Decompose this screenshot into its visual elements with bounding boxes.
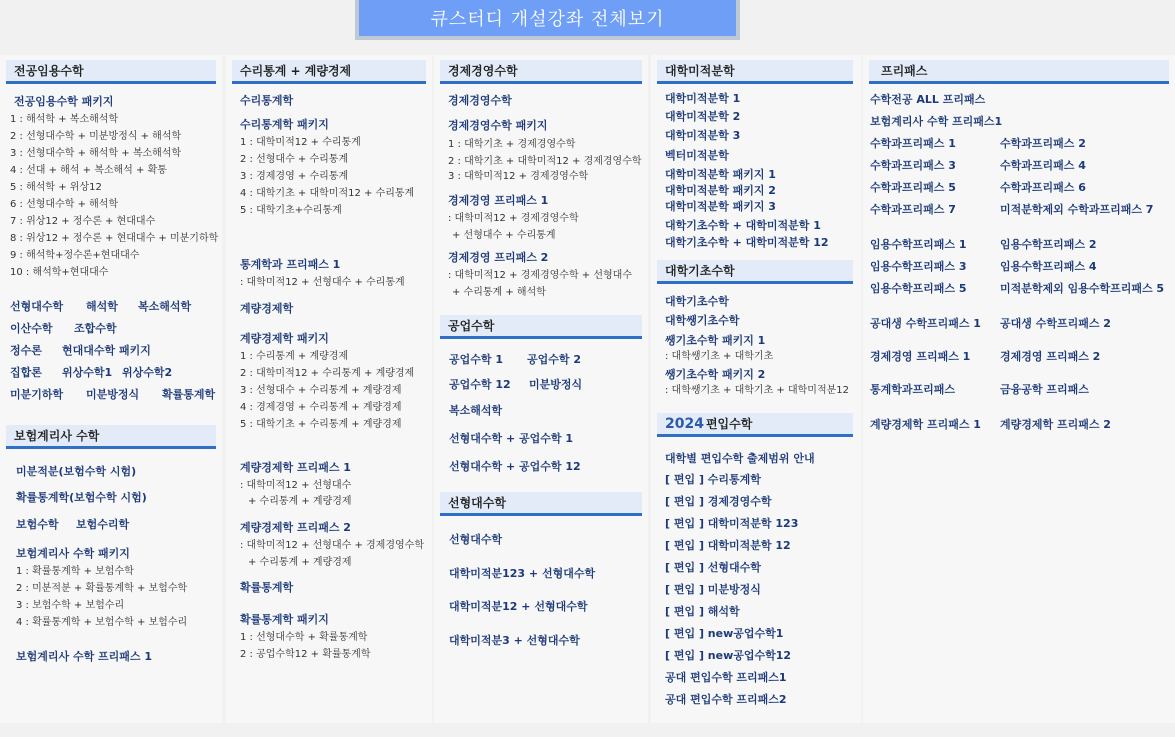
course-link[interactable]: 대학미적분학 패키지 2 xyxy=(665,184,776,197)
course-link[interactable]: 대학미적분3 + 선형대수학 xyxy=(449,634,580,647)
freepass-link[interactable]: 미적분학제외 수학과프리패스 7 xyxy=(1000,203,1154,216)
course-link[interactable]: 이산수학 xyxy=(10,322,53,335)
freepass-link[interactable]: 수학과프리패스 3 xyxy=(870,159,956,172)
freepass-link[interactable]: 계량경제학 프리패스 1 xyxy=(870,418,981,431)
freepass-link[interactable]: 경제경영 프리패스 2 xyxy=(1000,350,1101,363)
package-item[interactable]: 7 : 위상12 + 정수론 + 현대대수 xyxy=(10,216,156,227)
course-link[interactable]: 대학기초수학 xyxy=(665,295,729,308)
course-link[interactable]: 확률통계학 xyxy=(240,581,294,594)
package-item[interactable]: 1 : 수리통계 + 계량경제 xyxy=(240,351,349,362)
course-link[interactable]: 공업수학 1 xyxy=(449,353,503,366)
package-item[interactable]: 9 : 해석학+정수론+현대대수 xyxy=(10,250,140,261)
course-link[interactable]: [ 편입 ] new공업수학12 xyxy=(665,649,792,662)
course-link[interactable]: 위상수학1 xyxy=(62,366,113,379)
freepass-link[interactable]: 임용수학프리패스 1 xyxy=(870,238,967,251)
course-link[interactable]: 대학미적분학 패키지 3 xyxy=(665,200,776,213)
package-item[interactable]: 5 : 대학기초 + 수리통계 + 계량경제 xyxy=(240,419,402,430)
course-link[interactable]: 공대 편입수학 프리패스1 xyxy=(665,671,787,684)
course-link[interactable]: 대학미적분12 + 선형대수학 xyxy=(449,600,588,613)
course-link[interactable]: 선형대수학 + 공업수학 12 xyxy=(449,460,581,473)
package-item[interactable]: 5 : 대학기초+수리통계 xyxy=(240,205,342,216)
course-link[interactable]: 복소해석학 xyxy=(449,404,503,417)
package-item[interactable]: + 수리통계 + 계량경제 xyxy=(248,496,352,507)
package-item[interactable]: 4 : 확률통계학 + 보험수학 + 보험수리 xyxy=(16,617,188,628)
course-link[interactable]: 대학미적분학 2 xyxy=(665,110,741,123)
package-item[interactable]: : 대학미적12 + 선형대수 + 경제경영수학 xyxy=(240,540,424,551)
section-header-stats-econ: 수리통계 + 계량경제 xyxy=(232,60,426,84)
freepass-link[interactable]: 임용수학프리패스 3 xyxy=(870,260,967,273)
course-link[interactable]: 보험수학 xyxy=(16,518,59,531)
freepass-link[interactable]: 통계학과프리패스 xyxy=(870,383,956,396)
course-link[interactable]: 쌩기초수학 패키지 1 xyxy=(665,334,766,347)
course-link[interactable]: 복소해석학 xyxy=(138,300,192,313)
section-header-actuary: 보험계리사 수학 xyxy=(6,425,216,449)
course-link[interactable]: 선형대수학 xyxy=(449,533,503,546)
freepass-link[interactable]: 임용수학프리패스 4 xyxy=(1000,260,1097,273)
course-link[interactable]: 정수론 xyxy=(10,344,42,357)
course-link[interactable]: 확률통계학 xyxy=(162,388,216,401)
freepass-link[interactable]: 경제경영 프리패스 1 xyxy=(870,350,971,363)
course-link[interactable]: 미분적분(보험수학 시험) xyxy=(16,465,137,478)
course-link[interactable]: [ 편입 ] 대학미적분학 12 xyxy=(665,539,791,552)
package-item[interactable]: 2 : 대학미적12 + 수리통계 + 계량경제 xyxy=(240,368,415,379)
course-link[interactable]: 공업수학 2 xyxy=(527,353,581,366)
course-link[interactable]: 수리통계학 xyxy=(240,94,294,107)
freepass-link[interactable]: 수학과프리패스 5 xyxy=(870,181,956,194)
package-item[interactable]: 4 : 대학기초 + 대학미적12 + 수리통계 xyxy=(240,188,415,199)
course-link[interactable]: 확률통계학(보험수학 시험) xyxy=(16,491,147,504)
freepass-link[interactable]: 보험계리사 수학 프리패스1 xyxy=(870,115,1003,128)
package-item[interactable]: : 대학미적12 + 선형대수 xyxy=(240,480,352,491)
course-link[interactable]: 대학미적분123 + 선형대수학 xyxy=(449,567,596,580)
course-link[interactable]: [ 편입 ] 선형대수학 xyxy=(665,561,761,574)
freepass-link[interactable]: 임용수학프리패스 5 xyxy=(870,282,967,295)
course-link[interactable]: 수리통계학 패키지 xyxy=(240,118,329,131)
course-link[interactable]: 공대 편입수학 프리패스2 xyxy=(665,693,787,706)
freepass-link[interactable]: 수학과프리패스 4 xyxy=(1000,159,1086,172)
course-link[interactable]: 확률통계학 패키지 xyxy=(240,613,329,626)
page-title: 큐스터디 개설강좌 전체보기 xyxy=(359,0,736,36)
course-link[interactable]: 경제경영 프리패스 1 xyxy=(448,194,549,207)
package-item[interactable]: 2 : 선형대수학 + 미분방정식 + 해석학 xyxy=(10,131,182,142)
package-item[interactable]: + 선형대수 + 수리통계 xyxy=(452,230,556,241)
course-link[interactable]: 미분방정식 xyxy=(529,378,583,391)
freepass-link[interactable]: 공대생 수학프리패스 1 xyxy=(870,317,981,330)
section-header-basic-math: 대학기초수학 xyxy=(657,260,853,284)
package-item[interactable]: 10 : 해석학+현대대수 xyxy=(10,267,109,278)
freepass-link[interactable]: 임용수학프리패스 2 xyxy=(1000,238,1097,251)
course-link[interactable]: 경제경영 프리패스 2 xyxy=(448,251,549,264)
course-link[interactable]: 벡터미적분학 xyxy=(665,149,729,162)
package-item[interactable]: 3 : 선형대수학 + 해석학 + 복소해석학 xyxy=(10,148,182,159)
freepass-link[interactable]: 금융공학 프리패스 xyxy=(1000,383,1089,396)
package-item[interactable]: 2 : 미분적분 + 확률통계학 + 보험수학 xyxy=(16,583,188,594)
package-item[interactable]: 1 : 선형대수학 + 확률통계학 xyxy=(240,632,368,643)
course-link[interactable]: 선형대수학 xyxy=(10,300,64,313)
freepass-link[interactable]: 계량경제학 프리패스 2 xyxy=(1000,418,1111,431)
course-link[interactable]: 쌩기초수학 패키지 2 xyxy=(665,368,766,381)
course-link[interactable]: 경제경영수학 xyxy=(448,94,512,107)
package-item[interactable]: 3 : 대학미적12 + 경제경영수학 xyxy=(448,171,589,182)
course-link[interactable]: 계량경제학 프리패스 2 xyxy=(240,521,351,534)
package-item[interactable]: : 대학미적12 + 경제경영수학 xyxy=(448,213,579,224)
package-item[interactable]: 3 : 선형대수 + 수리통계 + 계량경제 xyxy=(240,385,402,396)
package-link[interactable]: 전공임용수학 패키지 xyxy=(14,95,114,108)
section-header-linear-algebra: 선형대수학 xyxy=(440,492,642,516)
package-item[interactable]: : 대학미적12 + 경제경영수학 + 선형대수 xyxy=(448,270,632,281)
package-item[interactable]: 3 : 보험수학 + 보험수리 xyxy=(16,600,125,611)
course-link[interactable]: 위상수학2 xyxy=(122,366,173,379)
year-label: 2024 xyxy=(665,415,704,432)
freepass-link[interactable]: 수학과프리패스 7 xyxy=(870,203,956,216)
freepass-link[interactable]: 수학과프리패스 1 xyxy=(870,137,956,150)
package-item[interactable]: 4 : 선대 + 해석 + 복소해석 + 확통 xyxy=(10,165,167,176)
course-link[interactable]: [ 편입 ] 경제경영수학 xyxy=(665,495,772,508)
section-header-freepass: 프리패스 xyxy=(869,60,1169,84)
course-link[interactable]: 미분기하학 xyxy=(10,388,64,401)
package-item[interactable]: 1 : 대학기초 + 경제경영수학 xyxy=(448,139,576,150)
freepass-link[interactable]: 수학과프리패스 2 xyxy=(1000,137,1086,150)
course-link[interactable]: 현대대수학 패키지 xyxy=(62,344,151,357)
freepass-link[interactable]: 보험계리사 수학 프리패스 1 xyxy=(16,650,153,663)
package-item[interactable]: 8 : 위상12 + 정수론 + 현대대수 + 미분기하학 xyxy=(10,233,219,244)
package-item[interactable]: 2 : 공업수학12 + 확률통계학 xyxy=(240,649,371,660)
course-link[interactable]: 대학미적분학 패키지 1 xyxy=(665,168,776,181)
course-link[interactable]: 미분방정식 xyxy=(86,388,140,401)
section-header-transfer-math xyxy=(657,413,853,437)
course-link[interactable]: [ 편입 ] 대학미적분학 123 xyxy=(665,517,799,530)
course-link[interactable]: [ 편입 ] new공업수학1 xyxy=(665,627,784,640)
package-item[interactable]: 5 : 해석학 + 위상12 xyxy=(10,182,102,193)
course-link[interactable]: 경제경영수학 패키지 xyxy=(448,119,548,132)
course-link[interactable]: 계량경제학 프리패스 1 xyxy=(240,461,351,474)
section-header-major-math: 전공임용수학 xyxy=(6,60,216,84)
section-header-engineering-math: 공업수학 xyxy=(440,315,642,339)
package-item[interactable]: 2 : 선형대수 + 수리통계 xyxy=(240,154,349,165)
course-link[interactable]: 대학기초수학 + 대학미적분학 12 xyxy=(665,236,829,249)
course-link[interactable]: 조합수학 xyxy=(74,322,117,335)
package-item[interactable]: 1 : 해석학 + 복소해석학 xyxy=(10,114,119,125)
package-link[interactable]: 보험계리사 수학 패키지 xyxy=(16,547,130,560)
course-link[interactable]: 대학쌩기초수학 xyxy=(665,314,740,327)
package-item[interactable]: + 수리통계 + 해석학 xyxy=(452,287,546,298)
course-link[interactable]: 계량경제학 xyxy=(240,302,294,315)
freepass-link[interactable]: 수학과프리패스 6 xyxy=(1000,181,1086,194)
course-link[interactable]: 통계학과 프리패스 1 xyxy=(240,258,341,271)
freepass-link[interactable]: 수학전공 ALL 프리패스 xyxy=(870,93,986,106)
freepass-link[interactable]: 미적분학제외 임용수학프리패스 5 xyxy=(1000,282,1165,295)
page-banner xyxy=(355,0,740,40)
freepass-link[interactable]: 공대생 수학프리패스 2 xyxy=(1000,317,1111,330)
package-item[interactable]: : 대학쌩기초 + 대학기초 + 대학미적분12 xyxy=(665,385,849,396)
course-link[interactable]: 대학미적분학 3 xyxy=(665,129,741,142)
package-item[interactable]: 4 : 경제경영 + 수리통계 + 계량경제 xyxy=(240,402,402,413)
package-item[interactable]: 2 : 대학기초 + 대학미적12 + 경제경영수학 xyxy=(448,156,642,167)
package-item[interactable]: 6 : 선형대수학 + 해석학 xyxy=(10,199,119,210)
package-item[interactable]: 1 : 확률통계학 + 보험수학 xyxy=(16,566,134,577)
package-item[interactable]: + 수리통계 + 계량경제 xyxy=(248,557,352,568)
section-header-business-math: 경제경영수학 xyxy=(440,60,642,84)
course-link[interactable]: [ 편입 ] 수리통계학 xyxy=(665,473,761,486)
section-header-calculus: 대학미적분학 xyxy=(657,60,853,84)
course-link[interactable]: [ 편입 ] 미분방정식 xyxy=(665,583,761,596)
package-item[interactable]: 1 : 대학미적12 + 수리통계 xyxy=(240,137,361,148)
course-link[interactable]: [ 편입 ] 해석학 xyxy=(665,605,740,618)
transfer-label: 편입수학 xyxy=(705,417,753,431)
course-link[interactable]: 대학별 편입수학 출제범위 안내 xyxy=(665,452,815,465)
course-link[interactable]: 해석학 xyxy=(86,300,118,313)
course-link[interactable]: 계량경제학 패키지 xyxy=(240,332,329,345)
package-item[interactable]: : 대학미적12 + 선형대수 + 수리통계 xyxy=(240,277,405,288)
course-link[interactable]: 집합론 xyxy=(10,366,42,379)
course-link[interactable]: 보험수리학 xyxy=(76,518,130,531)
course-link[interactable]: 대학미적분학 1 xyxy=(665,92,741,105)
package-item[interactable]: 3 : 경제경영 + 수리통계 xyxy=(240,171,349,182)
package-item[interactable]: : 대학쌩기초 + 대학기초 xyxy=(665,351,774,362)
course-link[interactable]: 대학기초수학 + 대학미적분학 1 xyxy=(665,219,821,232)
course-link[interactable]: 공업수학 12 xyxy=(449,378,511,391)
course-link[interactable]: 선형대수학 + 공업수학 1 xyxy=(449,432,573,445)
